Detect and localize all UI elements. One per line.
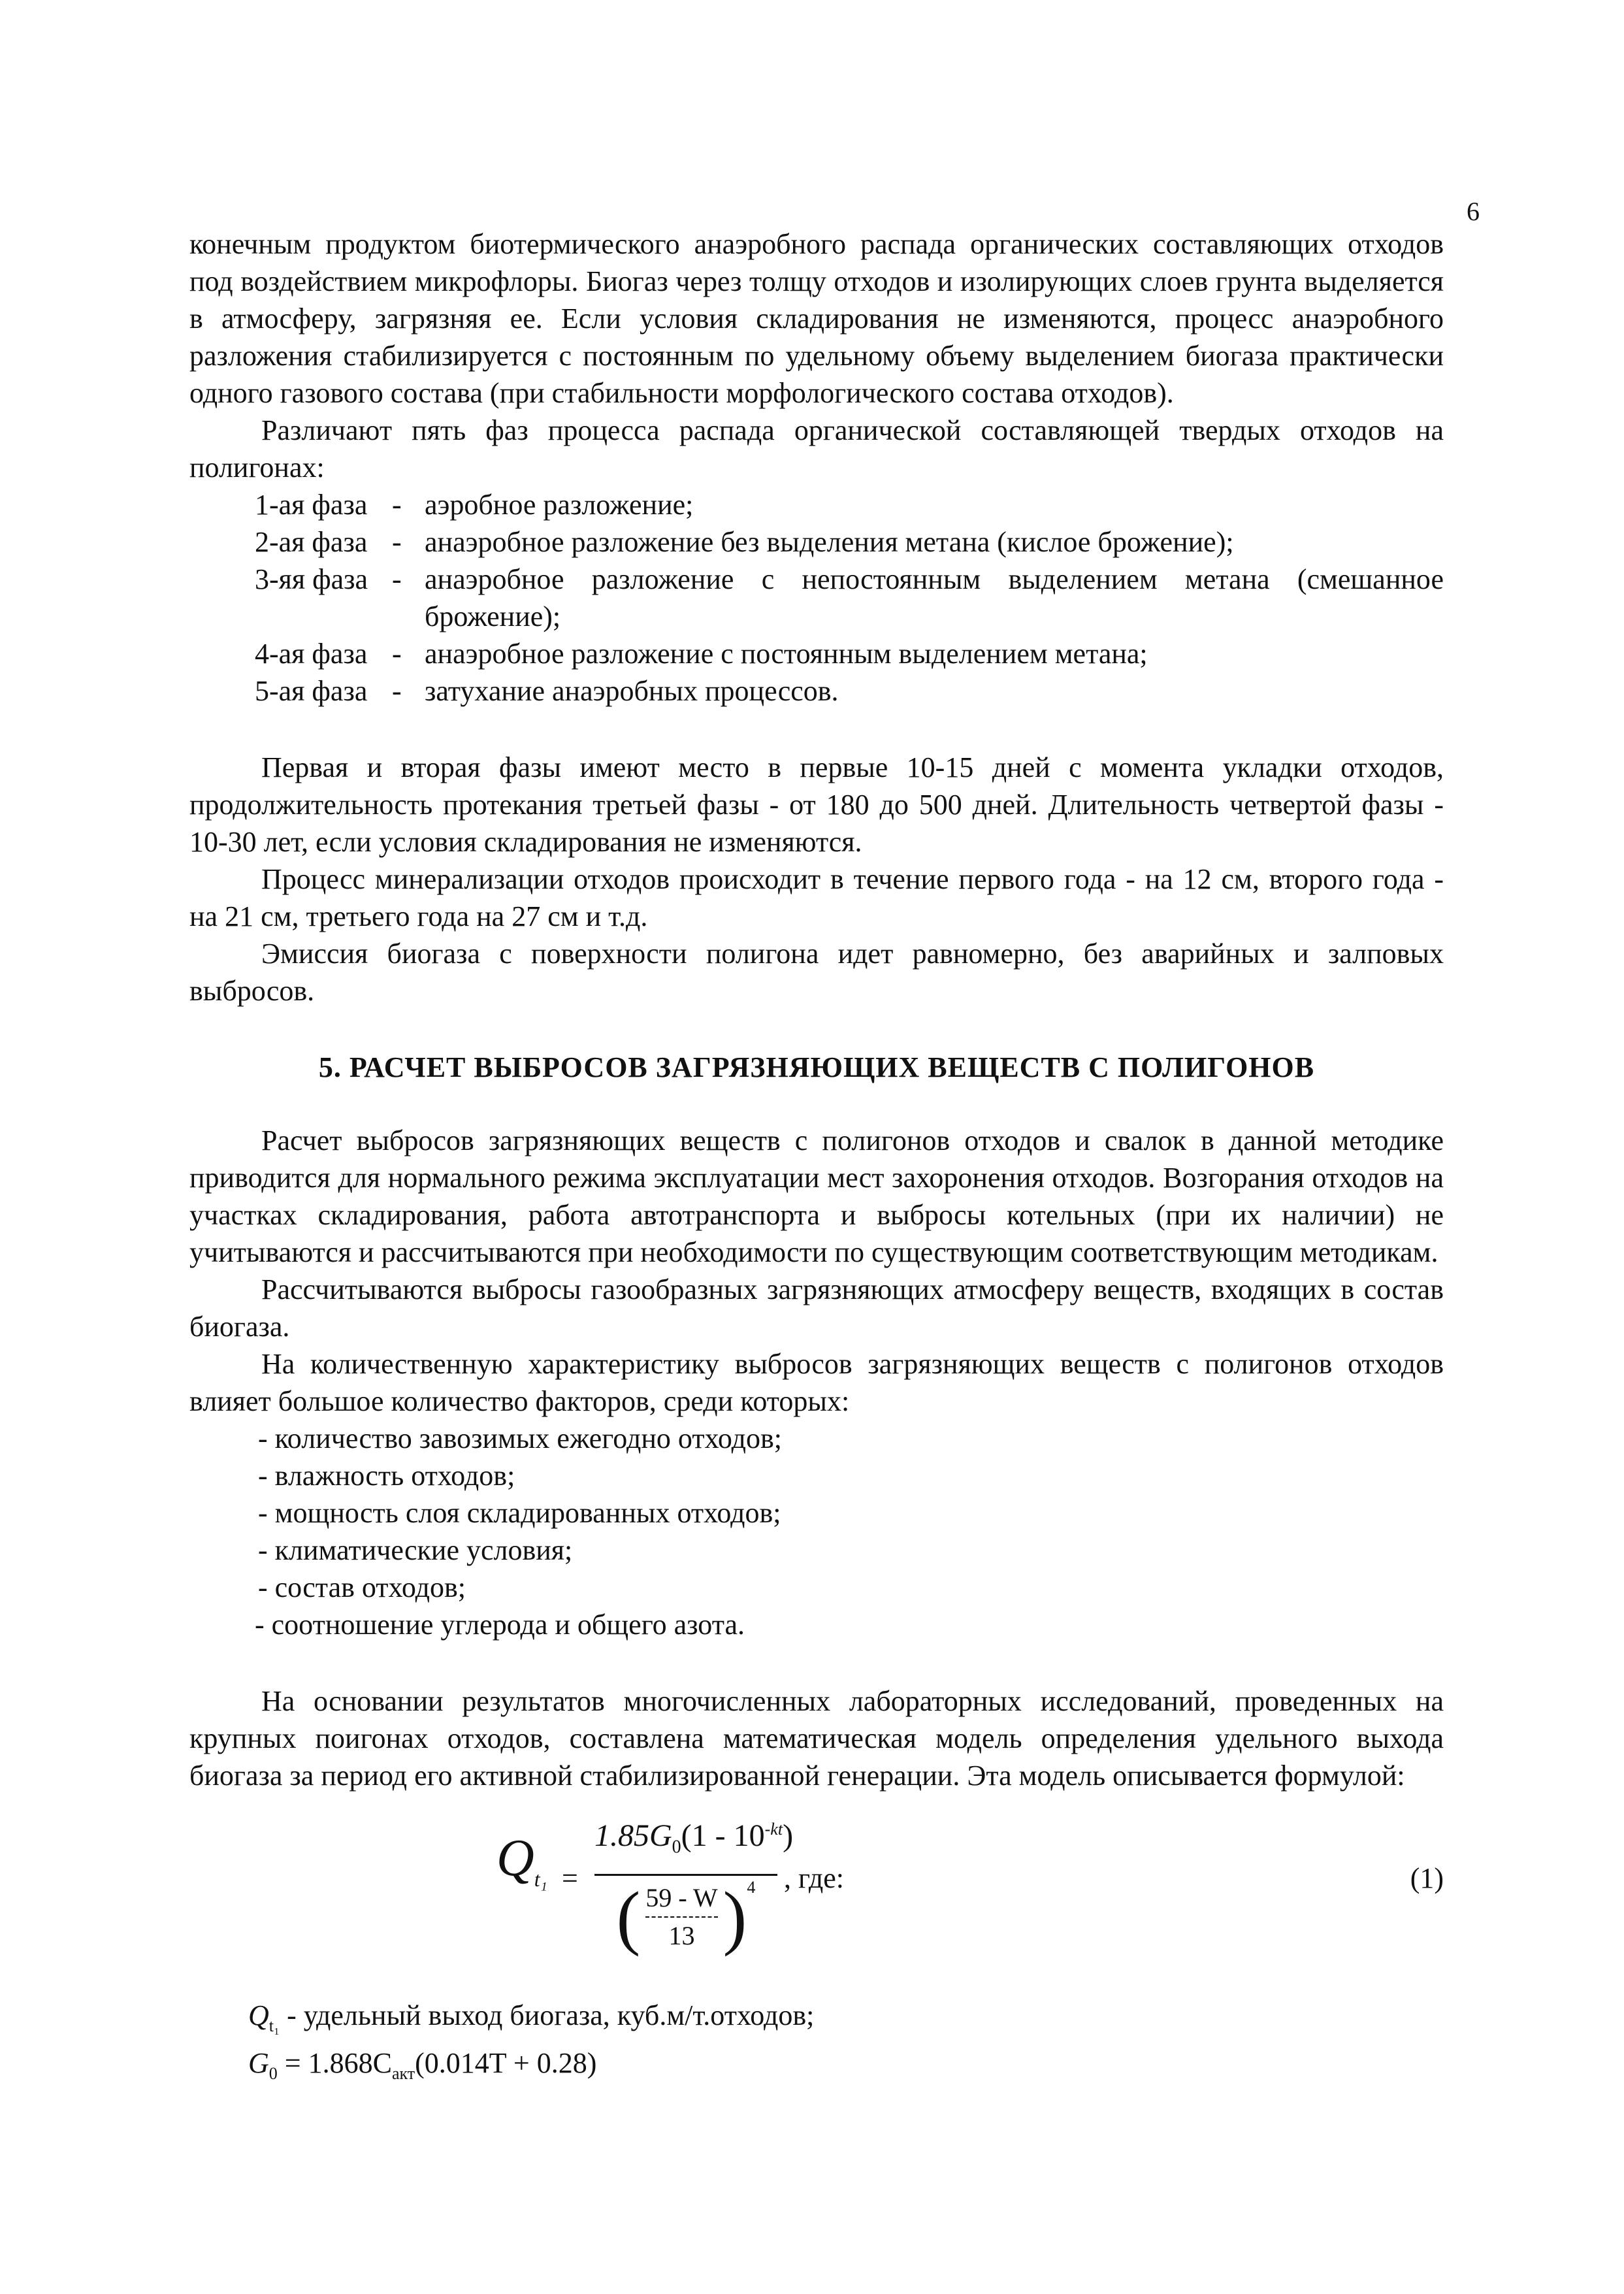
- phase-item: [255, 635, 1444, 672]
- phase-dash: -: [392, 638, 402, 670]
- page-body: [189, 225, 1444, 2092]
- factor-item: - климатические условия;: [258, 1534, 573, 1566]
- formula-definitions: [189, 1997, 1444, 2092]
- paragraph-mineralization: Процесс минерализации отходов происходит в течение первого года - на 12 см, второго года - на 21 см, третьего года на 27 см и т.д.: [189, 863, 1444, 932]
- phase-list: [189, 486, 1444, 710]
- paragraph-intro: конечным продуктом биотермического анаэробного распада органических составляющих отходов под воздействием микрофлоры. Биогаз через толщу отходов и изолирующих слоев грунта выделяется в атмосферу, загрязняя ее. Если условия складирования не изменяются, процесс анаэробного разложения стабилизируется с постоянным по удельному объему выделением биогаза практически одного газового состава (при стабильности морфологического состава отходов).: [189, 228, 1444, 409]
- paragraph-factors-intro: На количественную характеристику выбросов загрязняющих веществ с полигонов отходов влияет большое количество факторов, среди которых:: [189, 1348, 1444, 1417]
- phase-dash: -: [392, 489, 402, 521]
- phase-description: анаэробное разложение с непостоянным выделением метана (смешанное брожение);: [425, 563, 1444, 632]
- page-number: 6: [1467, 197, 1480, 226]
- definition-g0: $G_0 = 1.868C_{акт}(0.014T + 0.28)$: [248, 2046, 597, 2083]
- formula-where: , где:: [784, 1862, 844, 1894]
- factor-item: - мощность слоя складированных отходов;: [258, 1497, 781, 1529]
- paragraph-model: На основании результатов многочисленных лабораторных исследований, проведенных на крупных поигонах отходов, составлена математическая модель определения удельного выхода биогаза за период его активной стабилизированной генерации. Эта модель описывается формулой:: [189, 1685, 1444, 1792]
- formula-lhs: $Q_{t_1}$: [496, 1829, 547, 1891]
- equation-number: (1): [1410, 1862, 1444, 1894]
- phase-number: 4-ая фаза: [255, 638, 368, 670]
- phase-number: 5-ая фаза: [255, 675, 368, 707]
- phase-number: 2-ая фаза: [255, 526, 368, 558]
- formula-equals: =: [562, 1862, 578, 1894]
- phase-dash: -: [392, 675, 402, 707]
- factor-item: - состав отходов;: [258, 1571, 466, 1603]
- definition-q: $Q_{t_1}$ - удельный выход биогаза, куб.м/т.отходов;: [248, 1999, 815, 2035]
- phase-item: [255, 561, 1444, 635]
- phase-description: анаэробное разложение с постоянным выделением метана;: [425, 638, 1148, 670]
- paragraph-calculation-scope: Расчет выбросов загрязняющих веществ с полигонов отходов и свалок в данной методике приводится для нормального режима эксплуатации мест захоронения отходов. Возгорания отходов на участках складирования, работа автотранспорта и выбросы котельных (при их наличии) не учитываются и рассчитываются при необходимости по существующим соответствующим методикам.: [189, 1124, 1444, 1268]
- factor-list: [189, 1420, 1444, 1643]
- phase-item: [255, 672, 1444, 710]
- phase-description: аэробное разложение;: [425, 489, 694, 521]
- formula-denominator: ( $\frac{59 - W}{13}$ ) $^4$: [616, 1876, 756, 1957]
- paragraph-gaseous-emissions: Рассчитываются выбросы газообразных загрязняющих атмосферу веществ, входящих в состав биогаза.: [189, 1273, 1444, 1343]
- section-heading: 5. РАСЧЕТ ВЫБРОСОВ ЗАГРЯЗНЯЮЩИХ ВЕЩЕСТВ С ПОЛИГОНОВ: [318, 1051, 1315, 1083]
- phase-number: 3-яя фаза: [255, 563, 368, 595]
- phase-description: анаэробное разложение без выделения метана (кислое брожение);: [425, 526, 1234, 558]
- factor-item: - соотношение углерода и общего азота.: [255, 1609, 745, 1641]
- paragraph-phases-intro: Различают пять фаз процесса распада органической составляющей твердых отходов на полигонах:: [189, 414, 1444, 483]
- phase-dash: -: [392, 526, 402, 558]
- phase-number: 1-ая фаза: [255, 489, 368, 521]
- factor-item: - количество завозимых ежегодно отходов;: [258, 1422, 783, 1454]
- phase-item: [255, 486, 1444, 523]
- factor-item: - влажность отходов;: [258, 1460, 515, 1492]
- phase-description: затухание анаэробных процессов.: [425, 675, 839, 707]
- formula-1: [189, 1794, 1444, 1971]
- paragraph-phase-duration: Первая и вторая фазы имеют место в первые 10-15 дней с момента укладки отходов, продолжительность протекания третьей фазы - от 180 до 500 дней. Длительность четвертой фазы - 10-30 лет, если условия складирования не изменяются.: [189, 751, 1444, 858]
- phase-dash: -: [392, 563, 402, 595]
- paragraph-emission: Эмиссия биогаза с поверхности полигона идет равномерно, без аварийных и залповых выбросов.: [189, 938, 1444, 1007]
- formula-fraction: [594, 1807, 794, 1957]
- formula-numerator: $1.85G_0(1 - 10^{-kt})$: [594, 1818, 794, 1858]
- phase-item: [255, 523, 1444, 561]
